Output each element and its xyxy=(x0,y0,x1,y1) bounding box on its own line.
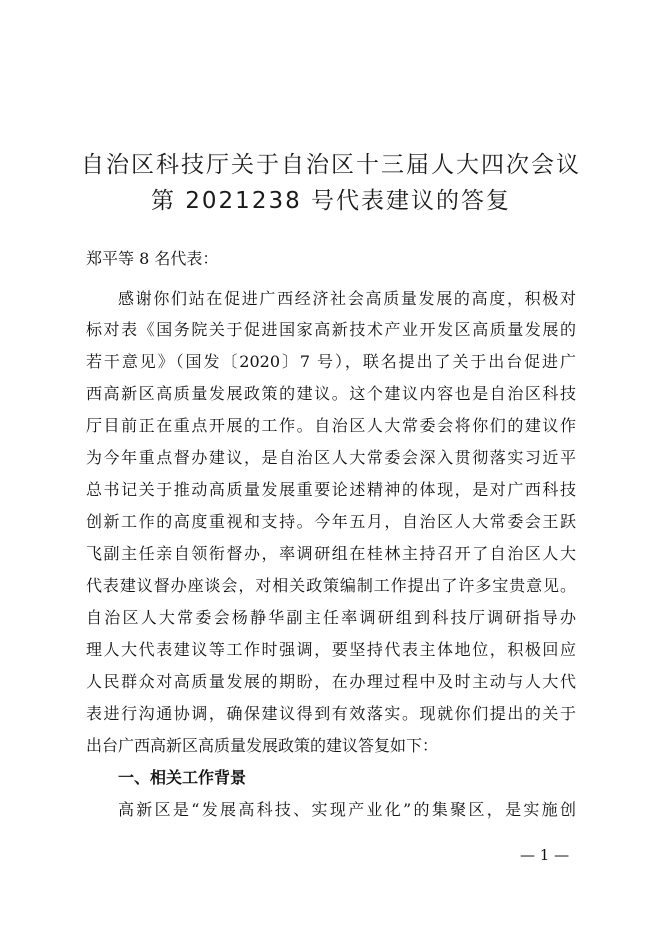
document-title-line-2: 第 2021238 号代表建议的答复 xyxy=(150,188,512,214)
paragraph-line: 若干意见》（国发〔2020〕7 号），联名提出了关于出台促进广 xyxy=(86,352,576,371)
paragraph-line: 理人大代表建议等工作时强调，要坚持代表主体地位，积极回应 xyxy=(86,640,576,659)
paragraph-line: 飞副主任亲自领衔督办，率调研组在桂林主持召开了自治区人大 xyxy=(86,544,576,563)
page-number: — 1 — xyxy=(520,846,570,864)
paragraph-line: 西高新区高质量发展政策的建议。这个建议内容也是自治区科技 xyxy=(86,384,576,403)
paragraph-line: 人民群众对高质量发展的期盼，在办理过程中及时主动与人大代 xyxy=(86,672,576,691)
section-heading: 一、相关工作背景 xyxy=(118,768,247,787)
document-title-line-1: 自治区科技厅关于自治区十三届人大四次会议 xyxy=(81,152,581,178)
paragraph-line: 总书记关于推动高质量发展重要论述精神的体现，是对广西科技 xyxy=(86,480,576,499)
paragraph-line: 代表建议督办座谈会，对相关政策编制工作提出了许多宝贵意见。 xyxy=(86,576,576,595)
paragraph-line: 高新区是“发展高科技、实现产业化”的集聚区，是实施创 xyxy=(118,800,576,819)
paragraph-line: 出台广西高新区高质量发展政策的建议答复如下： xyxy=(86,736,439,755)
paragraph-line: 厅目前正在重点开展的工作。自治区人大常委会将你们的建议作 xyxy=(86,416,576,435)
paragraph-line: 表进行沟通协调，确保建议得到有效落实。现就你们提出的关于 xyxy=(86,704,576,723)
paragraph-line: 感谢你们站在促进广西经济社会高质量发展的高度，积极对 xyxy=(118,289,576,308)
paragraph-line: 自治区人大常委会杨静华副主任率调研组到科技厅调研指导办 xyxy=(86,608,576,627)
paragraph-line: 为今年重点督办建议，是自治区人大常委会深入贯彻落实习近平 xyxy=(86,448,576,467)
salutation: 郑平等 8 名代表： xyxy=(86,249,219,268)
paragraph-line: 创新工作的高度重视和支持。今年五月，自治区人大常委会王跃 xyxy=(86,512,576,531)
paragraph-line: 标对表《国务院关于促进国家高新技术产业开发区高质量发展的 xyxy=(86,320,576,339)
